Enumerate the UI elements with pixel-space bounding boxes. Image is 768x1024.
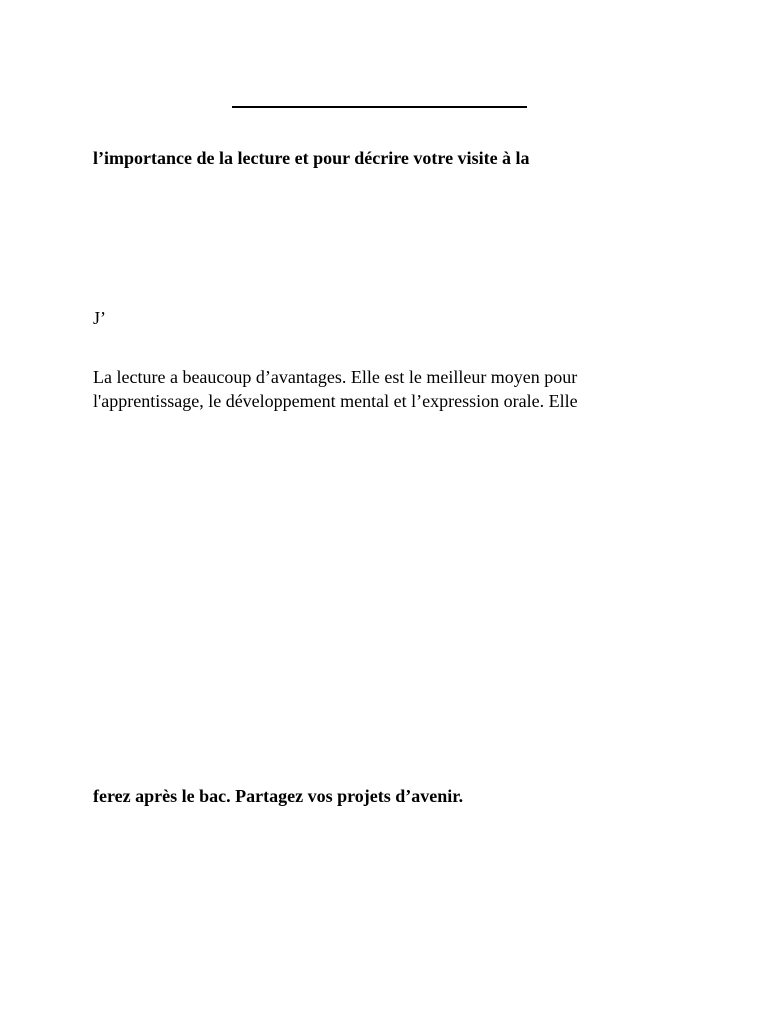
paragraph-line-2: l'apprentissage, le développement mental et l’expression orale. Elle xyxy=(93,391,578,411)
fragment-j: J’ xyxy=(93,308,106,328)
paragraph-line-1: La lecture a beaucoup d’avantages. Elle est le meilleur moyen pour xyxy=(93,367,578,387)
title-underline xyxy=(232,106,527,108)
prompt-line-2: ferez après le bac. Partagez vos projets d’avenir. xyxy=(93,786,464,806)
prompt-line-1: l’importance de la lecture et pour décrire votre visite à la xyxy=(93,148,530,168)
